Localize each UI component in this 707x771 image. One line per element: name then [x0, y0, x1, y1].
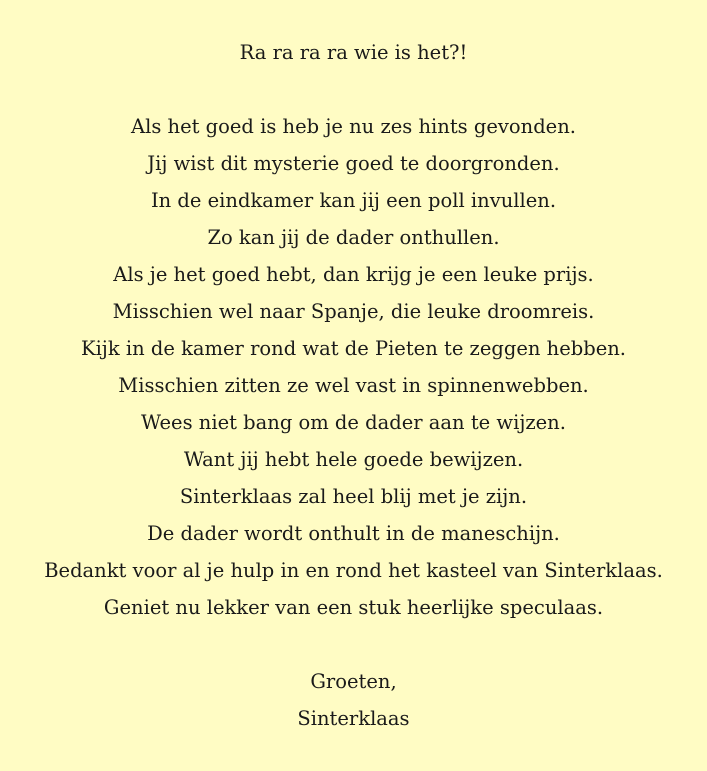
closing-greeting: Groeten,: [310, 670, 397, 693]
poem-line: Want jij hebt hele goede bewijzen.: [183, 448, 524, 471]
poem-line: Bedankt voor al je hulp in en rond het kasteel van Sinterklaas.: [44, 559, 663, 582]
poem-line: Als het goed is heb je nu zes hints gevonden.: [131, 115, 576, 138]
poem-line: Misschien zitten ze wel vast in spinnenwebben.: [118, 374, 589, 397]
poem-line: Geniet nu lekker van een stuk heerlijke speculaas.: [103, 596, 604, 619]
poem-line: Als je het goed hebt, dan krijg je een leuke prijs.: [113, 263, 594, 286]
poem-line: Zo kan jij de dader onthullen.: [207, 226, 500, 249]
poem-line: Kijk in de kamer rond wat de Pieten te zeggen hebben.: [81, 337, 626, 360]
poem-line: Sinterklaas zal heel blij met je zijn.: [179, 485, 528, 508]
poem-line: Misschien wel naar Spanje, die leuke droomreis.: [112, 300, 595, 323]
letter-title: Ra ra ra ra wie is het?!: [239, 41, 468, 64]
poem-line: De dader wordt onthult in de maneschijn.: [147, 522, 560, 545]
blank-line: [0, 71, 707, 108]
blank-line: [0, 626, 707, 663]
poem-line: Jij wist dit mysterie goed te doorgronden.: [147, 152, 560, 175]
poem-line: In de eindkamer kan jij een poll invullen.: [150, 189, 557, 212]
signature: Sinterklaas: [297, 707, 410, 730]
poem-line: Wees niet bang om de dader aan te wijzen.: [141, 411, 566, 434]
